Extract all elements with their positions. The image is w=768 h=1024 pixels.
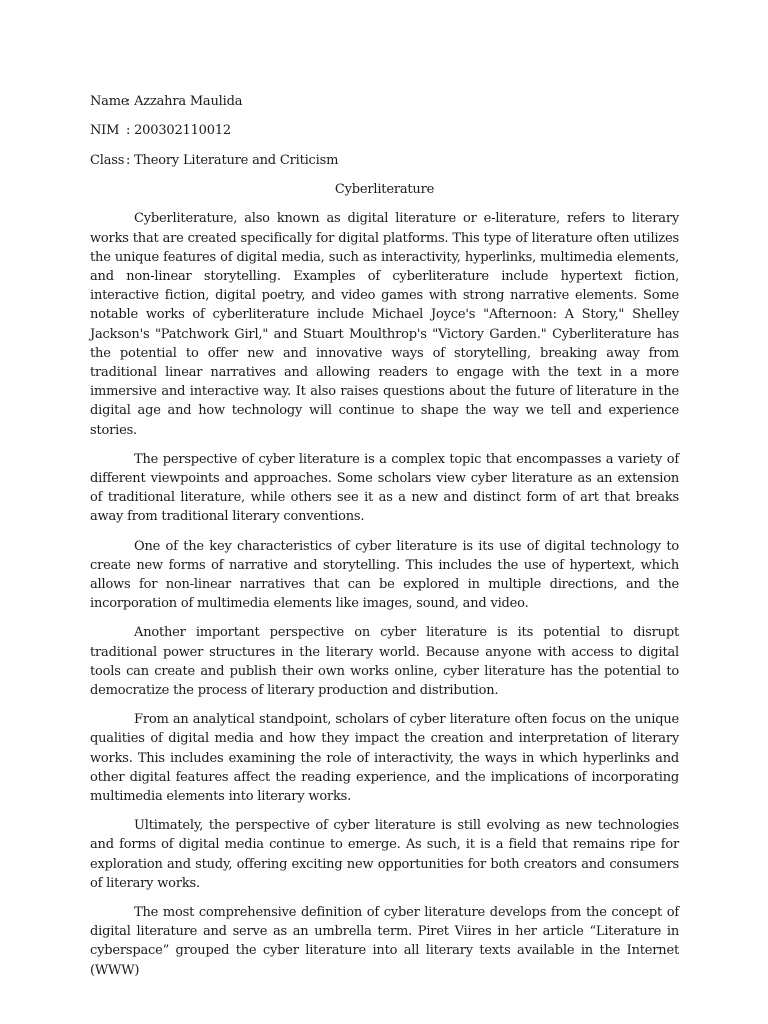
paragraph-power-structures: Another important perspective on cyber literature is its potential to disrupt traditional power structures in the literary world. Because anyone with access to digital tools can create and publish their own works online, cyber literature has the potential to democratize the process of literary production and distribution. <box>90 625 679 699</box>
paragraph-characteristics: One of the key characteristics of cyber literature is its use of digital technology to create new forms of narrative and storytelling. This includes the use of hypertext, which allows for non-linear narratives that can be explored in multiple directions, and the incorporation of multimedia elements like images, sound, and video. <box>90 538 679 612</box>
paragraph-definition-umbrella: The most comprehensive definition of cyber literature develops from the concept of digital literature and serve as an umbrella term. Piret Viires in her article “Literature in cyberspace” grouped the cyber literature into all literary texts available in the Internet (WWW) <box>90 905 679 978</box>
class-value: : Theory Literature and Criticism <box>126 152 339 168</box>
name-label: Name <box>90 94 129 109</box>
nim-row <box>90 121 679 140</box>
class-row <box>90 151 679 170</box>
name-row <box>90 92 679 111</box>
name-value: : Azzahra Maulida <box>126 94 243 109</box>
nim-label: NIM <box>90 123 120 139</box>
paragraph-definition: Cyberliterature, also known as digital literature or e-literature, refers to literary works that are created specifically for digital platforms. This type of literature often utilizes the unique features of digital media, such as interactivity, hyperlinks, multimedia elements, and non-linear storytelling. Examples of cyberliterature include hypertext fiction, interactive fiction, digital poetry, and video games with strong narrative elements. Some notable works of cyberliterature include Michael Joyce's "Afternoon: A Story," Shelley Jackson's "Patchwork Girl," and Stuart Moulthrop's "Victory Garden." Cyberliterature has the potential to offer new and innovative ways of storytelling, breaking away from traditional linear narratives and allowing readers to engage with the text in a more immersive and interactive way. It also raises questions about the future of literature in the digital age and how technology will continue to shape the way we tell and experience stories. <box>90 211 679 438</box>
paragraph-perspective: The perspective of cyber literature is a complex topic that encompasses a variety of different viewpoints and approaches. Some scholars view cyber literature as an extension of traditional literature, while others see it as a new and distinct form of art that breaks away from traditional literary conventions. <box>90 451 679 525</box>
document-page <box>90 92 679 990</box>
class-label: Class <box>90 152 125 168</box>
paragraph-evolving: Ultimately, the perspective of cyber literature is still evolving as new technologies and forms of digital media continue to emerge. As such, it is a field that remains ripe for exploration and study, offering exciting new opportunities for both creators and consumers of literary works. <box>90 818 679 891</box>
paragraph-analytical: From an analytical standpoint, scholars of cyber literature often focus on the unique qualities of digital media and how they impact the creation and interpretation of literary works. This includes examining the role of interactivity, the ways in which hyperlinks and other digital features affect the reading experience, and the implications of incorporating multimedia elements into literary works. <box>90 712 679 805</box>
nim-value: : 200302110012 <box>126 123 231 139</box>
document-title: Cyberliterature <box>334 182 435 198</box>
